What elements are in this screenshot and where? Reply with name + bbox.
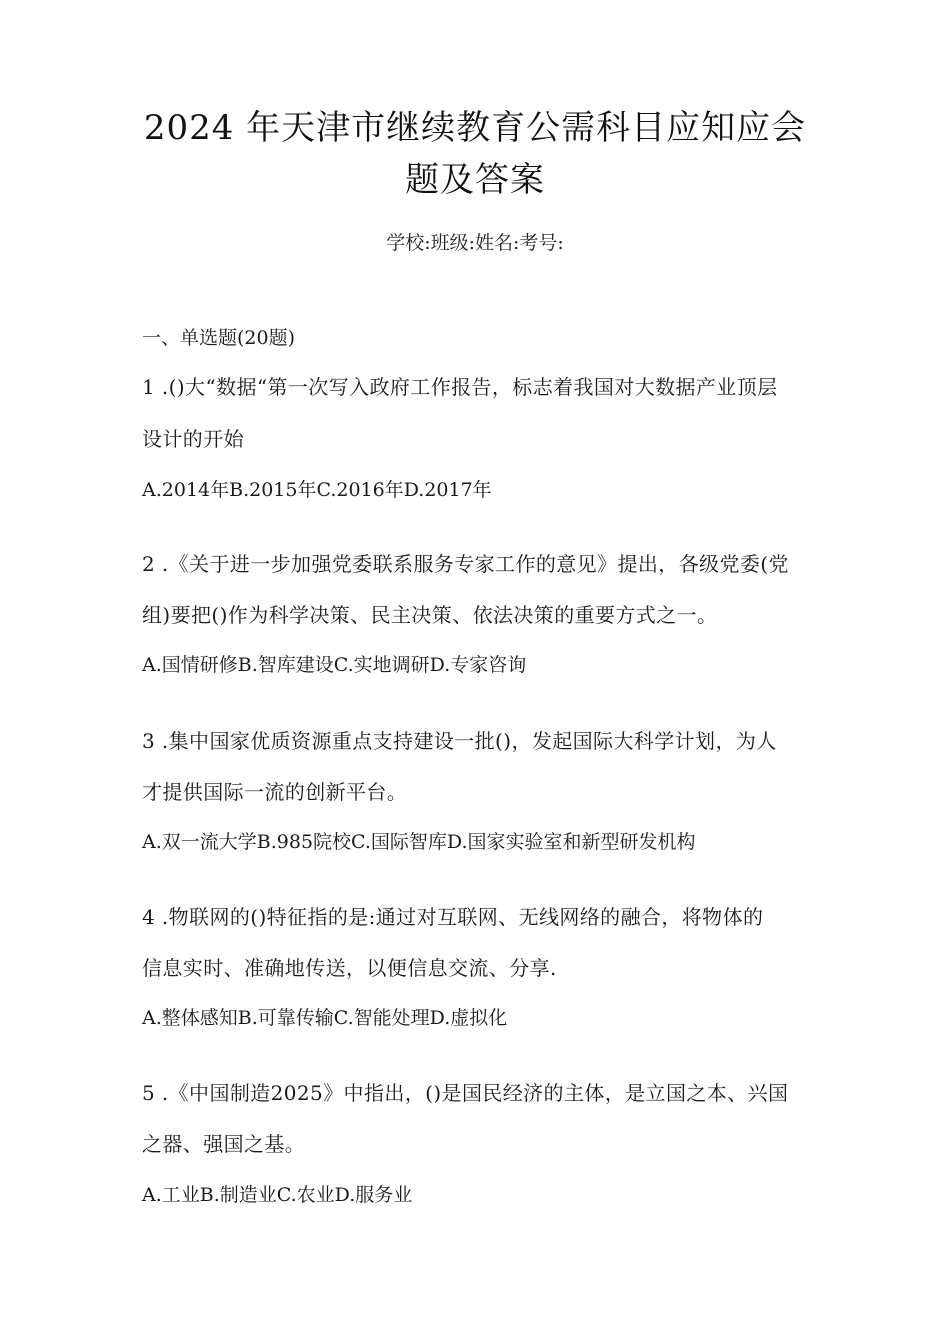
question-5-line2: 之器、强国之基。 xyxy=(142,1132,306,1156)
question-2-line2: 组)要把()作为科学决策、民主决策、依法决策的重要方式之一。 xyxy=(142,603,718,627)
question-3-line2: 才提供国际一流的创新平台。 xyxy=(142,780,408,804)
document-title-line1: 2024 年天津市继续教育公需科目应知应会 xyxy=(143,108,807,148)
question-4-line1: 4 .物联网的()特征指的是:通过对互联网、无线网络的融合，将物体的 xyxy=(142,905,764,929)
question-2-line1: 2 .《关于进一步加强党委联系服务专家工作的意见》提出，各级党委(党 xyxy=(142,552,789,576)
question-5-options: A.工业B.制造业C.农业D.服务业 xyxy=(142,1184,413,1206)
question-1-line2: 设计的开始 xyxy=(142,427,244,451)
section-heading: 一、单选题(20题) xyxy=(142,327,296,349)
question-3-options: A.双一流大学B.985院校C.国际智库D.国家实验室和新型研发机构 xyxy=(142,831,696,853)
student-info-line: 学校:班级:姓名:考号: xyxy=(386,232,564,254)
question-4-line2: 信息实时、准确地传送，以便信息交流、分享. xyxy=(142,956,557,980)
question-1-line1: 1 .()大“数据“第一次写入政府工作报告，标志着我国对大数据产业顶层 xyxy=(142,375,778,399)
question-1-options: A.2014年B.2015年C.2016年D.2017年 xyxy=(142,479,492,501)
question-2-options: A.国情研修B.智库建设C.实地调研D.专家咨询 xyxy=(142,654,527,676)
question-4-options: A.整体感知B.可靠传输C.智能处理D.虚拟化 xyxy=(142,1007,508,1029)
question-3-line1: 3 .集中国家优质资源重点支持建设一批()，发起国际大科学计划，为人 xyxy=(142,729,777,753)
document-title-line2: 题及答案 xyxy=(405,160,545,200)
question-5-line1: 5 .《中国制造2025》中指出，()是国民经济的主体，是立国之本、兴国 xyxy=(142,1081,789,1105)
